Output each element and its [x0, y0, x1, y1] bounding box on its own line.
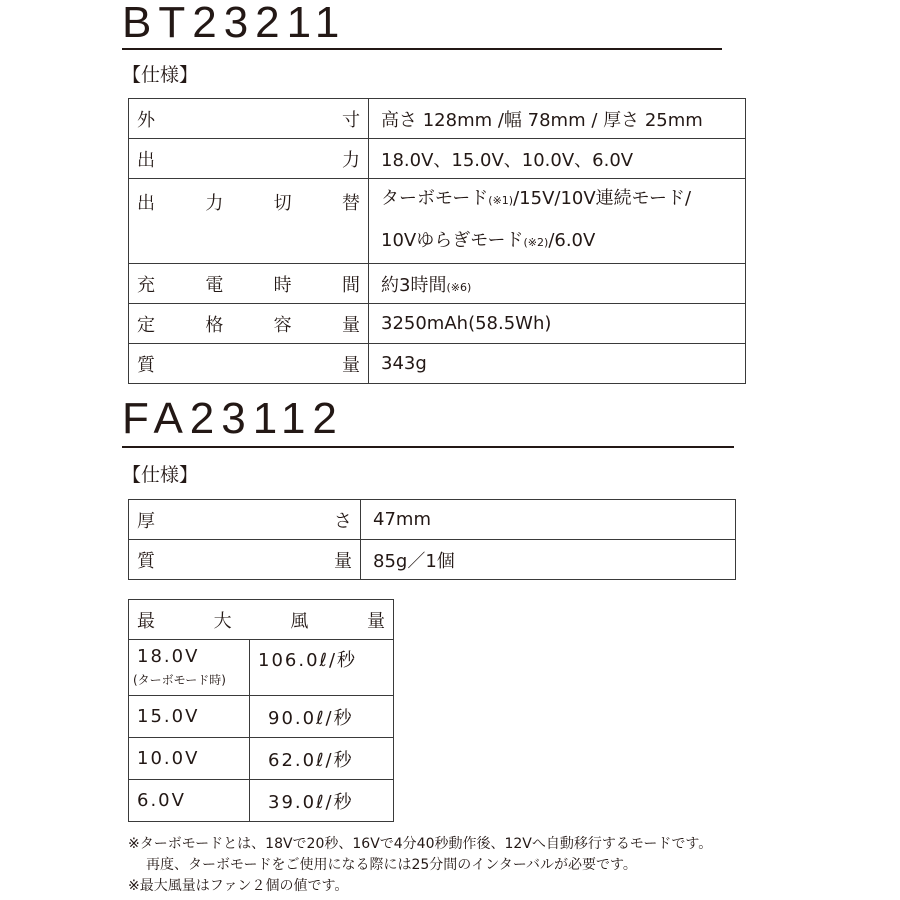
airflow-voltage: 10.0V — [129, 738, 250, 780]
spec-row-weight — [129, 540, 736, 580]
bt23211-spec-table — [128, 98, 746, 384]
spec-key: 質 量 — [137, 354, 360, 376]
fa23112-spec-label: 【仕様】 — [122, 464, 199, 486]
airflow-value: 62.0ℓ/秒 — [250, 738, 394, 780]
airflow-row — [129, 780, 394, 822]
spec-value: 3250mAh(58.5Wh) — [369, 304, 746, 344]
fa23112-title: FA23112 — [122, 394, 344, 443]
spec-value: 85g／1個 — [361, 540, 736, 580]
max-airflow-table — [128, 599, 394, 822]
spec-key: 質 量 — [137, 550, 352, 572]
spec-key: 外 寸 — [137, 109, 360, 131]
spec-key: 出 力 — [137, 149, 360, 171]
spec-row-thickness — [129, 500, 736, 540]
spec-row-output — [129, 139, 746, 179]
fa23112-spec-table — [128, 499, 736, 580]
airflow-voltage: 15.0V — [129, 696, 250, 738]
airflow-row — [129, 738, 394, 780]
airflow-voltage-note: (ターボモード時) — [133, 673, 226, 687]
footnote-turbo-interval: 再度、ターボモードをご使用になる際には25分間のインターバルが必要です。 — [146, 857, 637, 873]
bt23211-title: BT23211 — [122, 0, 347, 47]
spec-key: 厚 さ — [137, 510, 352, 532]
spec-value: 47mm — [361, 500, 736, 540]
spec-value: 高さ 128mm /幅 78mm / 厚さ 25mm — [369, 99, 746, 139]
airflow-value: 106.0ℓ/秒 — [250, 640, 394, 696]
spec-key: 定 格 容 量 — [137, 314, 360, 336]
airflow-row — [129, 640, 394, 696]
airflow-header-row — [129, 600, 394, 640]
spec-key: 出 力 切 替 — [137, 193, 360, 214]
airflow-row — [129, 696, 394, 738]
footnote-turbo-mode: ※ターボモードとは、18Vで20秒、16Vで4分40秒動作後、12Vへ自動移行するモードです。 — [128, 836, 713, 852]
spec-row-weight — [129, 344, 746, 384]
bt23211-title-rule — [122, 48, 722, 50]
airflow-voltage: 6.0V — [129, 780, 250, 822]
spec-value: 約3時間(※6) — [369, 264, 746, 304]
footnote-max-airflow: ※最大風量はファン２個の値です。 — [128, 878, 349, 894]
airflow-header: 最 大 風 量 — [137, 610, 385, 632]
spec-key: 充 電 時 間 — [137, 274, 360, 296]
spec-row-dimensions — [129, 99, 746, 139]
bt23211-spec-label: 【仕様】 — [122, 64, 199, 86]
airflow-voltage: 18.0V — [137, 646, 200, 667]
spec-row-output-switch — [129, 179, 746, 264]
spec-value: ターボモード(※1)/15V/10V連続モード/ 10Vゆらぎモード(※2)/6.0V — [369, 179, 746, 264]
spec-row-charge-time — [129, 264, 746, 304]
spec-value: 343g — [369, 344, 746, 384]
fa23112-title-rule — [122, 446, 734, 448]
airflow-value: 39.0ℓ/秒 — [250, 780, 394, 822]
airflow-value: 90.0ℓ/秒 — [250, 696, 394, 738]
spec-value: 18.0V、15.0V、10.0V、6.0V — [369, 139, 746, 179]
spec-row-rated-capacity — [129, 304, 746, 344]
